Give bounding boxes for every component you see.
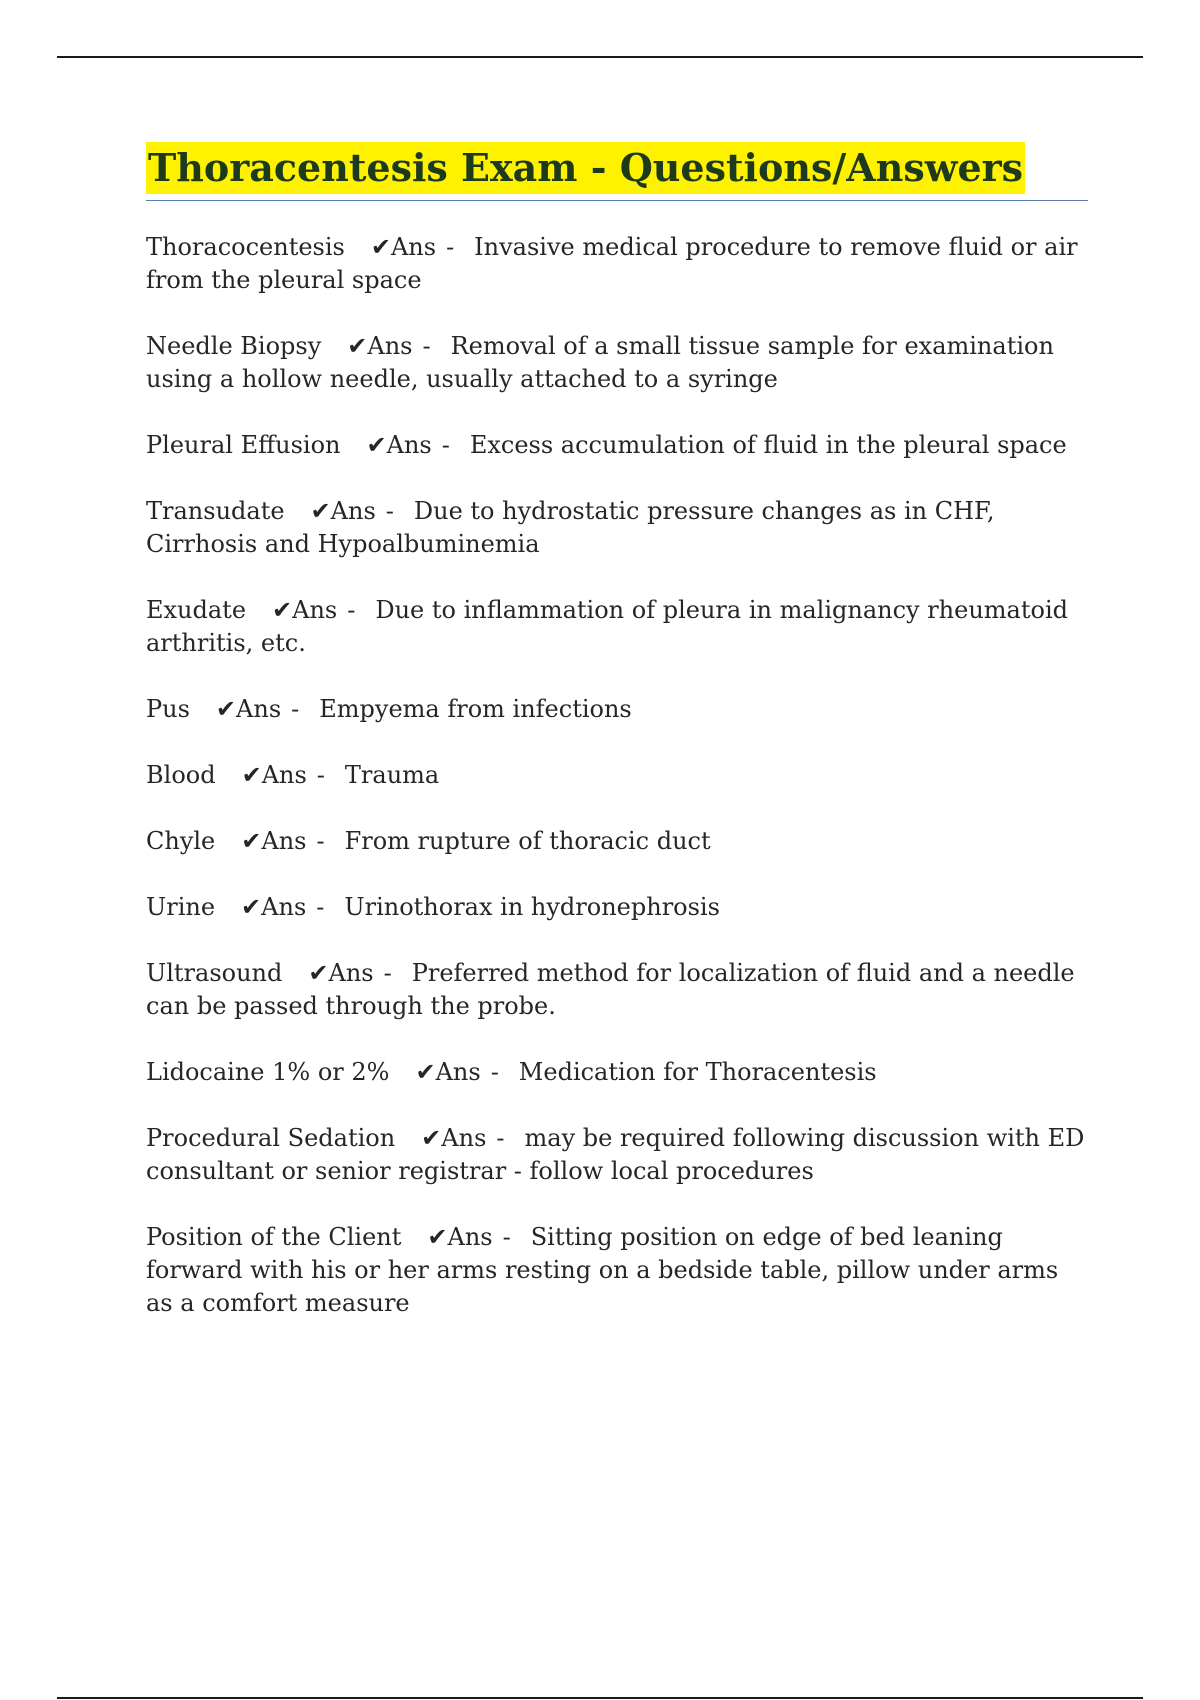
qa-item — [146, 231, 1088, 297]
qa-answer: From rupture of thoracic duct — [344, 827, 711, 855]
separator: - — [502, 1223, 511, 1251]
answer-marker: ✔Ans — [370, 233, 437, 261]
separator: - — [316, 827, 325, 855]
qa-term: Pleural Effusion — [146, 431, 341, 459]
qa-item — [146, 594, 1088, 660]
qa-item — [146, 825, 1088, 858]
qa-item — [146, 957, 1088, 1023]
qa-term: Transudate — [146, 497, 285, 525]
answer-marker: ✔Ans — [272, 596, 338, 624]
qa-list — [146, 231, 1088, 1320]
answer-marker: ✔Ans — [421, 1124, 487, 1152]
qa-answer: Due to inflammation of pleura in malignancy rheumatoid arthritis, etc. — [146, 596, 1068, 657]
separator: - — [316, 893, 325, 921]
document-body — [146, 142, 1088, 1353]
separator: - — [383, 959, 392, 987]
answer-marker: ✔Ans — [241, 893, 307, 921]
header-rule — [57, 56, 1143, 58]
separator: - — [316, 761, 325, 789]
separator: - — [385, 497, 394, 525]
qa-term: Lidocaine 1% or 2% — [146, 1058, 390, 1086]
separator: - — [446, 233, 455, 261]
answer-marker: ✔Ans — [241, 827, 307, 855]
answer-marker: ✔Ans — [215, 695, 282, 723]
qa-answer: Empyema from infections — [319, 695, 632, 723]
answer-marker: ✔Ans — [415, 1058, 481, 1086]
qa-term: Pus — [146, 695, 190, 723]
separator: - — [490, 1058, 499, 1086]
qa-answer: Sitting position on edge of bed leaning forward with his or her arms resting on a bedside table, pillow under arms as a comfort measure — [146, 1223, 1059, 1317]
answer-marker: ✔Ans — [366, 431, 432, 459]
page-title: Thoracentesis Exam - Questions/Answers — [146, 142, 1025, 194]
answer-marker: ✔Ans — [427, 1223, 493, 1251]
separator: - — [291, 695, 300, 723]
qa-item — [146, 759, 1088, 792]
qa-term: Chyle — [146, 827, 216, 855]
qa-item — [146, 1056, 1088, 1089]
qa-answer: Trauma — [344, 761, 440, 789]
answer-marker: ✔Ans — [308, 959, 374, 987]
qa-term: Procedural Sedation — [146, 1124, 396, 1152]
qa-answer: Due to hydrostatic pressure changes as in CHF, Cirrhosis and Hypoalbuminemia — [146, 497, 995, 558]
qa-answer: Invasive medical procedure to remove fluid or air from the pleural space — [146, 233, 1078, 294]
qa-item — [146, 1221, 1088, 1320]
qa-answer: Urinothorax in hydronephrosis — [344, 893, 720, 921]
qa-term: Needle Biopsy — [146, 332, 322, 360]
qa-answer: may be required following discussion with ED consultant or senior registrar - follow local procedures — [146, 1124, 1085, 1185]
qa-answer: Excess accumulation of fluid in the pleural space — [469, 431, 1067, 459]
qa-item — [146, 891, 1088, 924]
qa-term: Exudate — [146, 596, 247, 624]
qa-item — [146, 330, 1088, 396]
separator: - — [347, 596, 356, 624]
qa-answer: Medication for Thoracentesis — [518, 1058, 877, 1086]
qa-term: Urine — [146, 893, 216, 921]
qa-item — [146, 693, 1088, 726]
qa-term: Position of the Client — [146, 1223, 402, 1251]
qa-answer: Preferred method for localization of fluid and a needle can be passed through the probe. — [146, 959, 1075, 1020]
separator: - — [496, 1124, 505, 1152]
answer-marker: ✔Ans — [310, 497, 376, 525]
title-block — [146, 142, 1088, 201]
separator: - — [422, 332, 431, 360]
qa-item — [146, 429, 1088, 462]
qa-term: Thoracocentesis — [146, 233, 345, 261]
answer-marker: ✔Ans — [347, 332, 413, 360]
separator: - — [441, 431, 450, 459]
answer-marker: ✔Ans — [241, 761, 307, 789]
qa-item — [146, 495, 1088, 561]
qa-term: Blood — [146, 761, 216, 789]
qa-answer: Removal of a small tissue sample for examination using a hollow needle, usually attached to a syringe — [146, 332, 1054, 393]
footer-rule — [57, 1697, 1143, 1699]
qa-item — [146, 1122, 1088, 1188]
qa-term: Ultrasound — [146, 959, 283, 987]
